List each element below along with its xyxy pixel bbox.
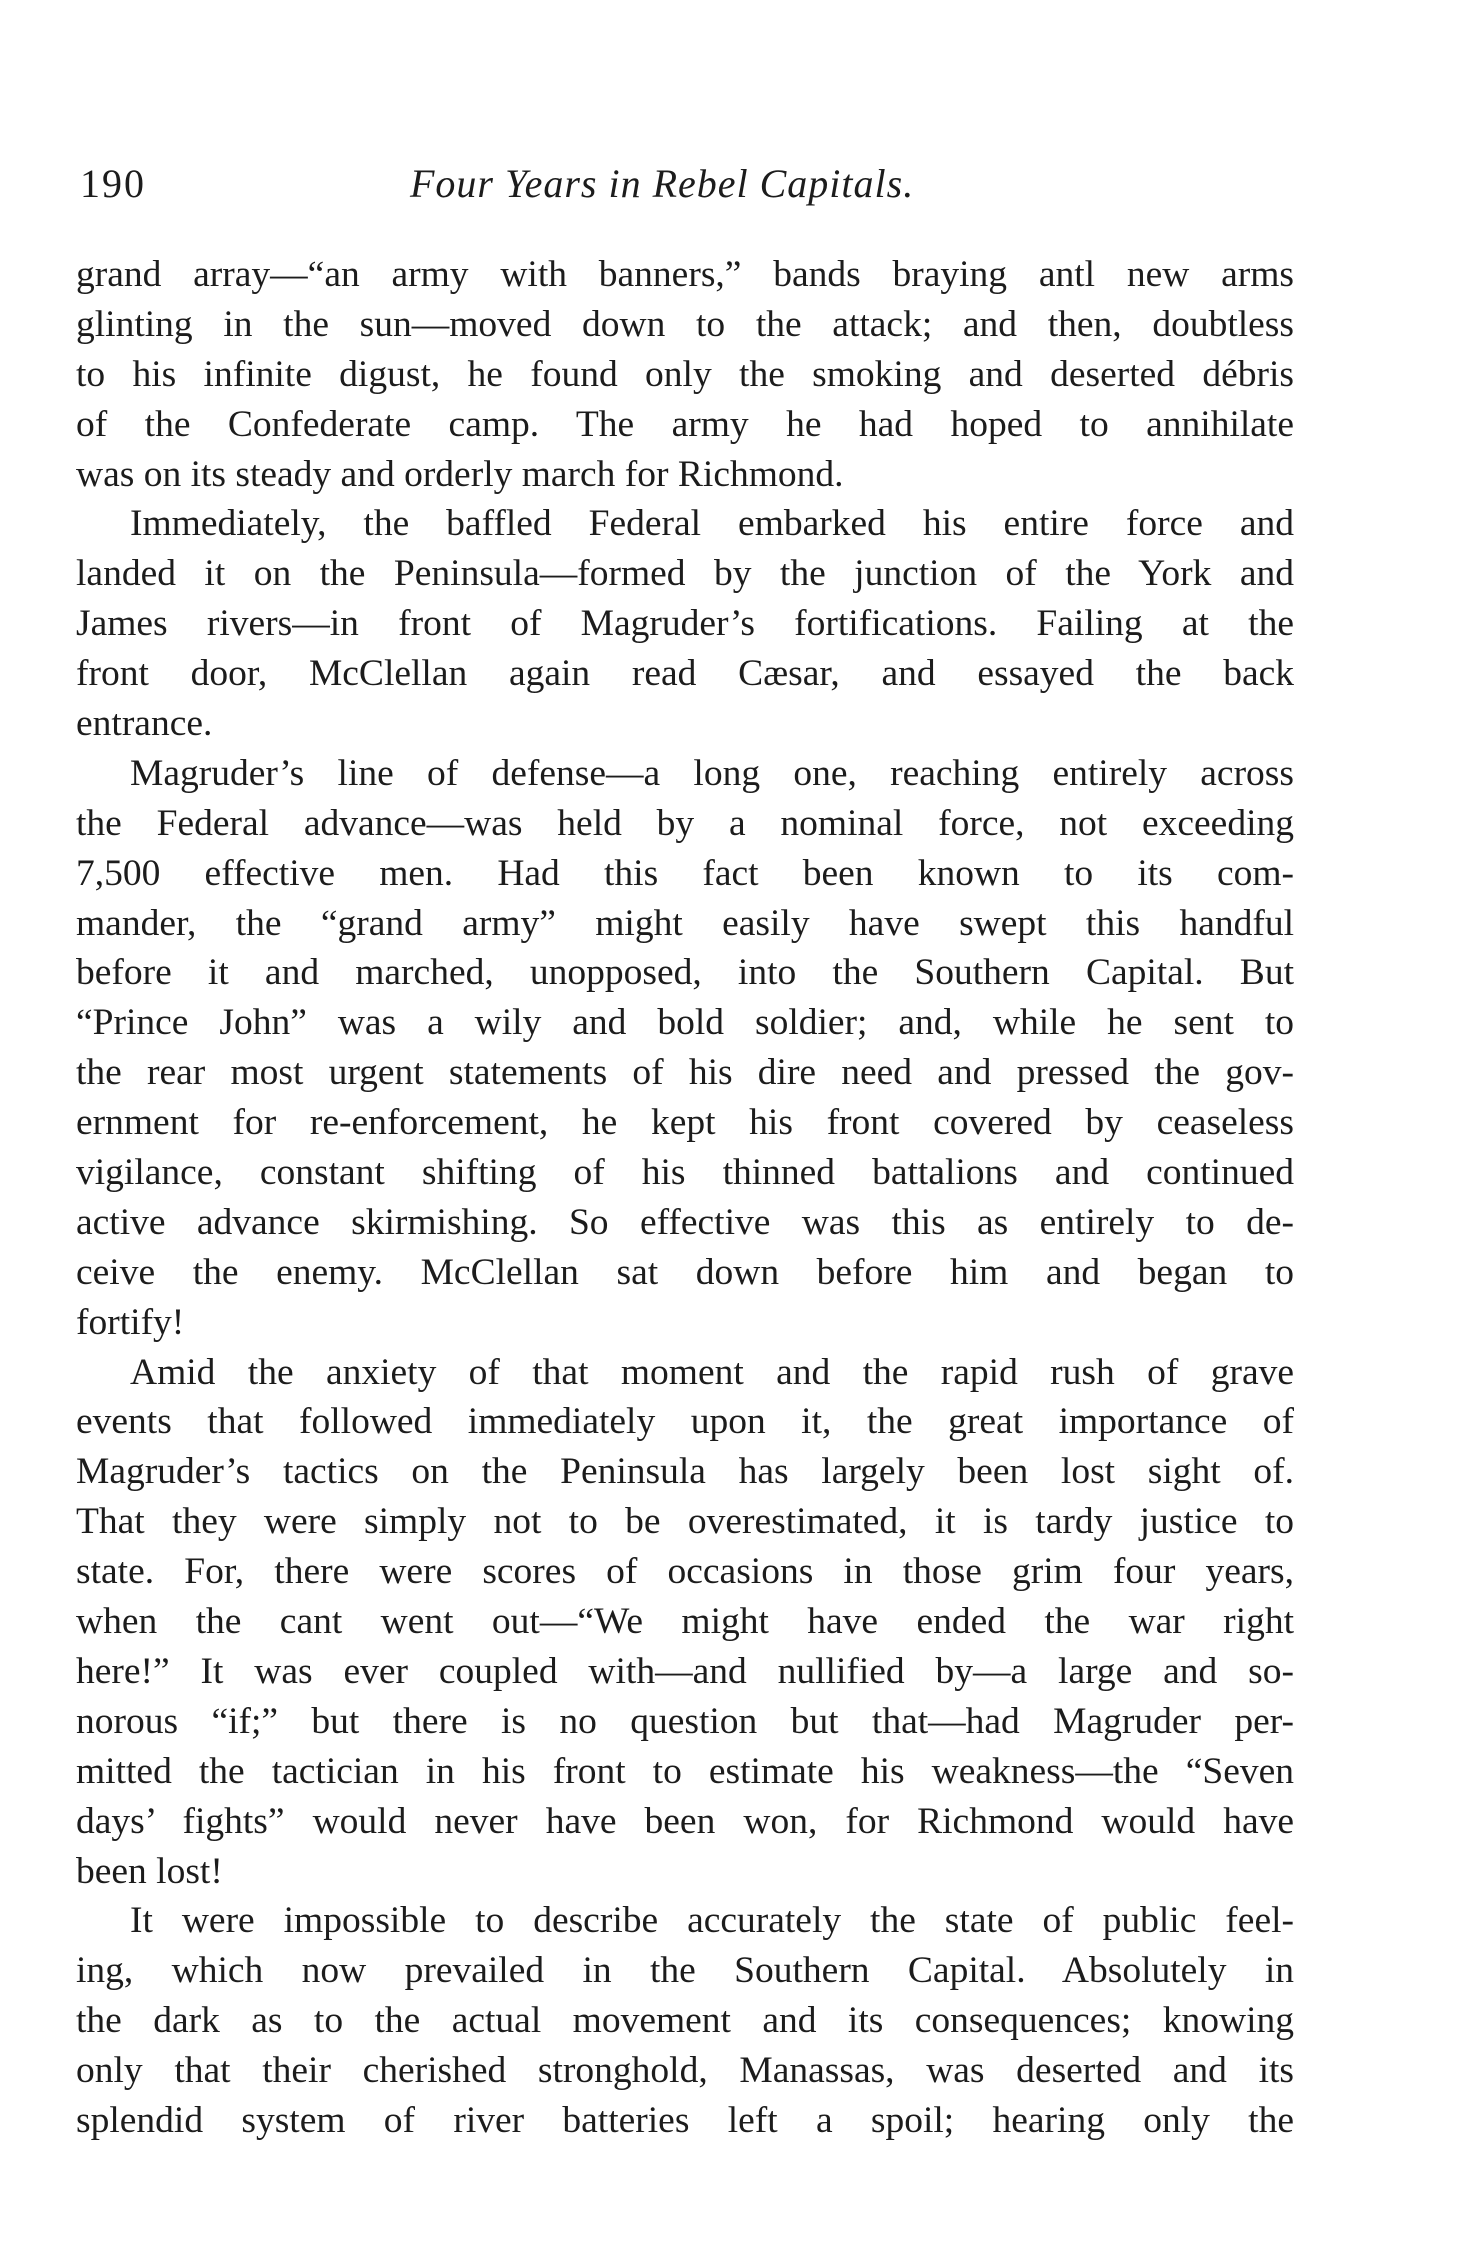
text-line: vigilance, constant shifting of his thinned battalions and continued <box>76 1152 1294 1194</box>
text-line: only that their cherished stronghold, Manassas, was deserted and its <box>76 2050 1294 2092</box>
text-line: the Federal advance—was held by a nominal force, not exceeding <box>76 802 1294 844</box>
text-line: the dark as to the actual movement and its consequences; knowing <box>76 2000 1294 2042</box>
text-line: James rivers—in front of Magruder’s fortifications. Failing at the <box>76 603 1294 645</box>
text-line: before it and marched, unopposed, into the Southern Capital. But <box>76 952 1294 994</box>
text-line: 7,500 effective men. Had this fact been known to its com- <box>76 852 1294 894</box>
text-line: been lost! <box>76 1850 223 1892</box>
text-line: when the cant went out—“We might have ended the war right <box>76 1601 1294 1643</box>
text-line: splendid system of river batteries left a spoil; hearing only the <box>76 2099 1294 2141</box>
text-line: Immediately, the baffled Federal embarked his entire force and <box>130 503 1294 545</box>
text-line: That they were simply not to be overestimated, it is tardy justice to <box>76 1501 1294 1543</box>
running-title: Four Years in Rebel Capitals. <box>410 161 915 206</box>
text-line: here!” It was ever coupled with—and nullified by—a large and so- <box>76 1650 1294 1692</box>
text-line: landed it on the Peninsula—formed by the junction of the York and <box>76 553 1294 595</box>
text-line: front door, McClellan again read Cæsar, and essayed the back <box>76 653 1294 695</box>
text-line: glinting in the sun—moved down to the attack; and then, doubtless <box>76 303 1294 345</box>
text-line: fortify! <box>76 1301 185 1343</box>
text-line: was on its steady and orderly march for Richmond. <box>76 453 844 495</box>
text-line: norous “if;” but there is no question but that—had Magruder per- <box>76 1700 1294 1742</box>
text-line: of the Confederate camp. The army he had hoped to annihilate <box>76 403 1294 445</box>
text-line: state. For, there were scores of occasions in those grim four years, <box>76 1551 1294 1593</box>
text-line: days’ fights” would never have been won, for Richmond would have <box>76 1800 1294 1842</box>
running-head <box>80 160 1290 220</box>
body-text <box>76 250 1294 2146</box>
text-line: “Prince John” was a wily and bold soldier; and, while he sent to <box>76 1002 1294 1044</box>
text-line: Magruder’s tactics on the Peninsula has largely been lost sight of. <box>76 1451 1294 1493</box>
text-line: ernment for re-enforcement, he kept his front covered by ceaseless <box>76 1102 1294 1144</box>
text-line: events that followed immediately upon it, the great importance of <box>76 1401 1294 1443</box>
text-line: ing, which now prevailed in the Southern Capital. Absolutely in <box>76 1950 1294 1992</box>
text-line: It were impossible to describe accurately the state of public feel- <box>130 1900 1294 1942</box>
text-line: mander, the “grand army” might easily have swept this handful <box>76 902 1294 944</box>
page-number: 190 <box>80 161 146 206</box>
text-line: the rear most urgent statements of his dire need and pressed the gov- <box>76 1052 1294 1094</box>
text-line: entrance. <box>76 703 213 745</box>
text-line: ceive the enemy. McClellan sat down before him and began to <box>76 1251 1294 1293</box>
text-line: Magruder’s line of defense—a long one, reaching entirely across <box>130 752 1294 794</box>
text-line: mitted the tactician in his front to estimate his weakness—the “Seven <box>76 1750 1294 1792</box>
text-line: to his infinite digust, he found only the smoking and deserted débris <box>76 353 1294 395</box>
text-line: Amid the anxiety of that moment and the rapid rush of grave <box>130 1351 1294 1393</box>
text-line: active advance skirmishing. So effective was this as entirely to de- <box>76 1201 1294 1243</box>
text-line: grand array—“an army with banners,” bands braying antl new arms <box>76 254 1294 295</box>
